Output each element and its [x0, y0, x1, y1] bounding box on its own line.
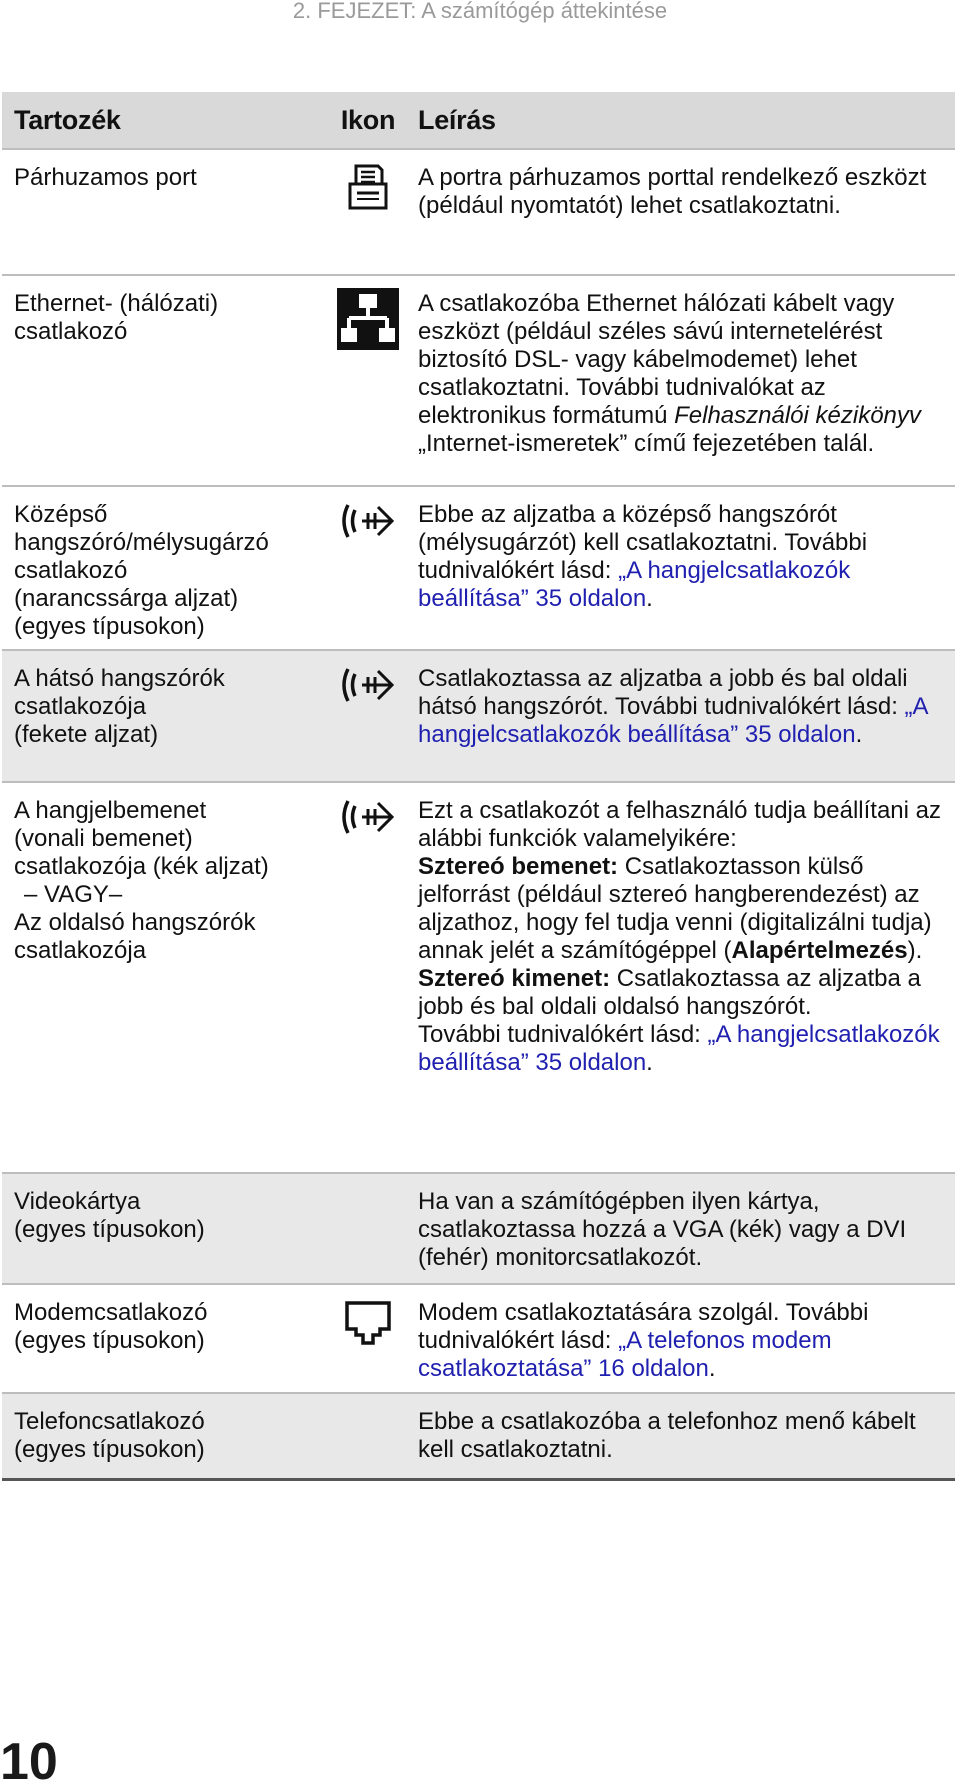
page-number: 10 [0, 1733, 58, 1791]
description-text: Ezt a csatlakozót a felhasználó tudja beállítani az alábbi funkciók valamelyikére: [418, 797, 941, 852]
description-text: A csatlakozóba Ethernet hálózati kábelt vagy eszközt (például széles sávú internetelérést biztosító DSL- vagy kábelmodemet) lehet csatlakoztatni. További tudnivalókat az elektronikus formátumú [418, 290, 895, 429]
description-text: . [855, 721, 863, 748]
name-line: Videokártya [14, 1188, 141, 1215]
description-text: Modem csatlakoztatására szolgál. További tudnivalókért lásd: [418, 1299, 869, 1354]
accessory-name [2, 651, 322, 781]
table-row [2, 274, 955, 485]
name-line: A hangjelbemenet [14, 797, 207, 824]
name-line: (egyes típusokon) [14, 1327, 205, 1354]
accessory-name [2, 1174, 322, 1283]
stereo-out-paragraph [418, 965, 945, 1021]
description-text: . [646, 585, 653, 612]
name-line: A hátsó hangszórók [14, 665, 225, 692]
description-text: Csatlakoztassa az aljzatba a jobb és bal oldali oldalsó hangszórót. [418, 965, 921, 1020]
cross-reference-link[interactable]: „A hangjelcsatlakozók beállítása” 35 oldalon [418, 693, 928, 748]
name-line: (fekete aljzat) [14, 721, 159, 748]
ports-table [2, 92, 955, 1481]
accessory-name [2, 1285, 322, 1392]
name-line: (egyes típusokon) [14, 613, 205, 640]
column-header-accessory: Tartozék [14, 104, 121, 135]
description-text: ). [907, 937, 923, 964]
name-line: (narancssárga aljzat) [14, 585, 239, 612]
table-row [2, 1283, 955, 1392]
stereo-in-paragraph [418, 853, 945, 965]
column-header-description: Leírás [418, 104, 496, 135]
manual-title: Felhasználói kézikönyv [674, 402, 921, 429]
column-header-icon: Ikon [340, 104, 396, 135]
cross-reference-link[interactable]: „A hangjelcsatlakozók beállítása” 35 oldalon [418, 557, 851, 612]
audio-jack-icon [322, 487, 414, 649]
accessory-name: Ethernet- (hálózati) csatlakozó [14, 290, 219, 345]
name-line: hangszóró/mélysugárzó [14, 529, 269, 556]
cross-reference-link[interactable]: „A telefonos modem csatlakoztatása” 16 oldalon [418, 1327, 832, 1382]
name-line: Modemcsatlakozó [14, 1299, 208, 1326]
accessory-name [2, 487, 322, 649]
accessory-name [2, 783, 322, 1172]
empty-icon-cell [322, 1174, 414, 1283]
name-line: Középső [14, 501, 108, 528]
table-row [2, 781, 955, 1172]
accessory-name [2, 1394, 322, 1478]
description-text: Ebbe az aljzatba a középső hangszórót (mélysugárzót) kell csatlakoztatni. További tudnivalókért lásd: [418, 501, 868, 584]
accessory-description [414, 276, 955, 485]
name-line: csatlakozója [14, 693, 147, 720]
accessory-description [414, 651, 955, 781]
description-text: „Internet-ismeretek” című fejezetében talál. [418, 430, 875, 457]
description-text: További tudnivalókért lásd: [418, 1021, 708, 1048]
description-text: . [646, 1049, 653, 1076]
table-row [2, 1172, 955, 1283]
name-line: Az oldalsó hangszórók [14, 909, 256, 936]
accessory-description: Ebbe a csatlakozóba a telefonhoz menő kábelt kell csatlakoztatni. [418, 1408, 916, 1463]
accessory-description: Ha van a számítógépben ilyen kártya, csatlakoztassa hozzá a VGA (kék) vagy a DVI (fehér) monitorcsatlakozót. [418, 1188, 907, 1271]
empty-icon-cell [322, 1394, 414, 1478]
name-line: csatlakozója (kék aljzat) [14, 853, 269, 880]
name-line: Telefoncsatlakozó [14, 1408, 205, 1435]
audio-jack-icon [322, 651, 414, 781]
audio-jack-icon [322, 783, 414, 1172]
table-row [2, 1392, 955, 1481]
description-text: . [708, 1355, 716, 1382]
network-icon [322, 276, 414, 485]
accessory-description [414, 487, 955, 649]
cross-reference-link[interactable]: „A hangjelcsatlakozók beállítása” 35 oldalon [418, 1021, 940, 1076]
table-header [2, 92, 955, 148]
description-text: Csatlakoztassa az aljzatba a jobb és bal oldali hátsó hangszórót. További tudnivalókért lásd: [418, 665, 908, 720]
name-line: csatlakozó [14, 557, 128, 584]
accessory-description [414, 783, 955, 1172]
running-header: 2. FEJEZET: A számítógép áttekintése [292, 0, 668, 23]
accessory-description: A portra párhuzamos porttal rendelkező eszközt (például nyomtatót) lehet csatlakoztatni. [418, 164, 927, 219]
table-row [2, 148, 955, 274]
accessory-name: Párhuzamos port [14, 164, 197, 191]
stereo-in-label: Sztereó bemenet: [418, 853, 619, 880]
name-line: – VAGY– [24, 881, 123, 908]
name-line: csatlakozója [14, 937, 147, 964]
table-row [2, 649, 955, 781]
name-line: (egyes típusokon) [14, 1436, 205, 1463]
stereo-out-label: Sztereó kimenet: [418, 965, 611, 992]
name-line: (vonali bemenet) [14, 825, 193, 852]
table-row [2, 485, 955, 649]
default-label: Alapértelmezés [731, 937, 908, 964]
name-line: (egyes típusokon) [14, 1216, 205, 1243]
more-info-paragraph [418, 1021, 945, 1077]
parallel-port-icon [322, 150, 414, 274]
description-text: Csatlakoztasson külső jelforrást (például sztereó hangberendezést) az aljzathoz, hogy fel tudja venni (digitalizálni tudja) annak jelét a számítógéppel ( [418, 853, 932, 964]
accessory-description [414, 1285, 955, 1392]
modem-jack-icon [322, 1285, 414, 1392]
